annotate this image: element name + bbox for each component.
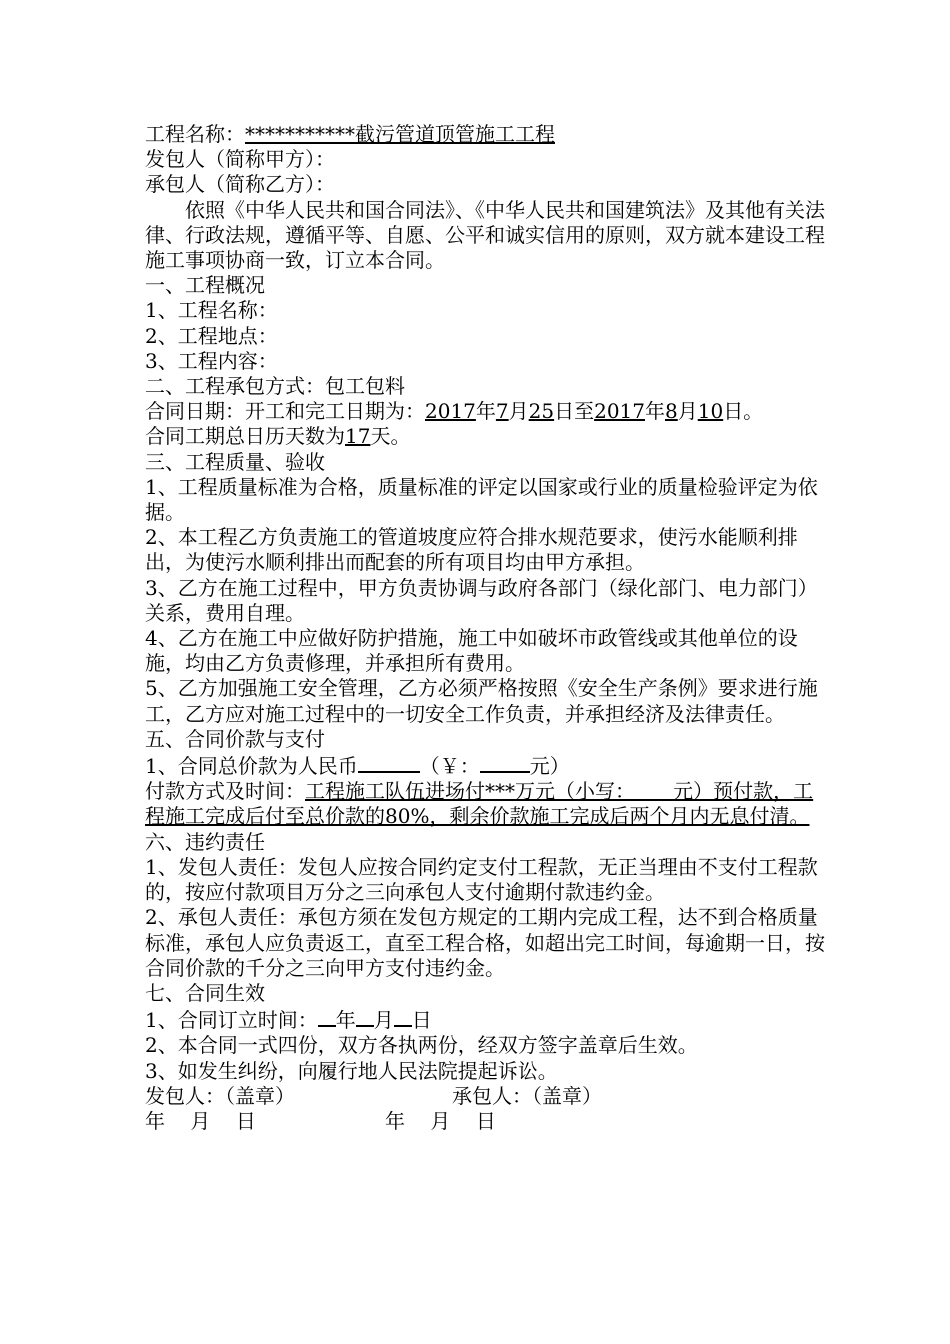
month-unit: 月 [677,399,698,424]
section-3-item-1: 1、工程质量标准为合格，质量标准的评定以国家或行业的质量检验评定为依据。 [145,474,818,525]
day-unit: 日 [411,1008,432,1033]
section-6-item-1: 1、发包人责任：发包人应按合同约定支付工程款，无正当理由不支付工程款的，按应付款项目万分之三向承包人支付逾期付款违约金。 [145,854,818,905]
section-1-item-3: 3、工程内容： [145,348,278,373]
contractor-seal: 承包人：（盖章） [452,1083,602,1108]
project-name-line [145,122,825,147]
section-6-title: 六、违约责任 [145,829,265,854]
section-1-title: 一、工程概况 [145,273,265,298]
end-month: 8 [665,399,678,424]
price-unit: 元） [529,754,570,779]
price-number-blank [480,752,530,773]
seal-row [145,1084,825,1109]
section-1-item-1: 1、工程名称： [145,298,278,323]
payment-label: 付款方式及时间： [145,779,305,804]
year-unit: 年 [475,399,496,424]
signing-month-blank [356,1006,374,1027]
day-end-text: 日。 [723,399,764,424]
month-unit: 月 [373,1008,394,1033]
year-unit: 年 [645,399,665,424]
employer-date: 年 月 日 [145,1108,256,1133]
start-year: 2017 [425,399,476,424]
section-7-item-3: 3、如发生纠纷，向履行地人民法院提起诉讼。 [145,1058,558,1083]
price-label: 1、合同总价款为人民币 [145,754,358,779]
contract-date-line [145,399,825,424]
section-7-item-2: 2、本合同一式四份，双方各执两份，经双方签字盖章后生效。 [145,1033,698,1058]
day-to-text: 日至 [554,399,595,424]
month-unit: 月 [508,399,529,424]
price-yuan-symbol: （￥： [419,754,480,779]
project-name-value: ***********截污管道顶管施工工程 [245,122,555,146]
payment-terms-paragraph [145,779,825,829]
price-amount-blank [358,752,420,773]
section-2-title: 二、工程承包方式：包工包料 [145,374,405,399]
duration-days: 17 [345,424,371,449]
duration-unit: 天。 [370,424,411,449]
employer-seal: 发包人：（盖章） [145,1083,295,1108]
section-3-item-2: 2、本工程乙方负责施工的管道坡度应符合排水规范要求，使污水能顺利排出，为使污水顺利排出而配套的所有项目均由甲方承担。 [145,525,798,575]
end-day: 10 [697,399,724,424]
end-year: 2017 [594,399,645,424]
contractor-line: 承包人（简称乙方）： [145,172,335,197]
section-7-title: 七、合同生效 [145,980,265,1005]
section-3-title: 三、工程质量、验收 [145,449,325,474]
section-1-item-2: 2、工程地点： [145,323,278,348]
section-6-item-2: 2、承包人责任：承包方须在发包方规定的工期内完成工程，达不到合格质量标准，承包人应负责返工，直至工程合格，如超出完工时间，每逾期一日，按合同价款的千分之三向甲方支付违约金。 [145,905,825,980]
contract-document [145,122,825,1134]
payment-terms-text: 工程施工队伍进场付***万元（小写： 元）预付款，工程施工完成后付至总价款的80%，剩余价款施工完成后两个月内无息付清。 [145,779,814,829]
contract-price-line [145,752,825,779]
contractor-date: 年 月 日 [385,1108,496,1133]
start-day: 25 [528,399,555,424]
signing-date-line [145,1006,825,1033]
section-3-item-3: 3、乙方在施工过程中，甲方负责协调与政府各部门（绿化部门、电力部门）关系，费用自理。 [145,575,818,625]
duration-label: 合同工期总日历天数为 [145,424,345,449]
duration-line [145,424,825,449]
contract-date-label: 合同日期：开工和完工日期为： [145,399,425,424]
signing-day-blank [394,1006,412,1027]
section-3-item-4: 4、乙方在施工中应做好防护措施，施工中如破坏市政管线或其他单位的设施，均由乙方负责修理，并承担所有费用。 [145,626,798,676]
start-month: 7 [495,399,509,424]
section-5-title: 五、合同价款与支付 [145,726,325,751]
preamble-paragraph: 依照《中华人民共和国合同法》、《中华人民共和国建筑法》及其他有关法律、行政法规，遵循平等、自愿、公平和诚实信用的原则，双方就本建设工程施工事项协商一致，订立本合同。 [145,197,825,273]
signing-year-blank [318,1006,336,1027]
project-name-label: 工程名称： [145,122,245,146]
section-3-item-5: 5、乙方加强施工安全管理，乙方必须严格按照《安全生产条例》要求进行施工，乙方应对施工过程中的一切安全工作负责，并承担经济及法律责任。 [145,676,818,726]
signing-date-label: 1、合同订立时间： [145,1008,318,1033]
year-unit: 年 [335,1008,356,1033]
employer-line: 发包人（简称甲方）： [145,147,335,172]
signature-date-row [145,1109,825,1134]
